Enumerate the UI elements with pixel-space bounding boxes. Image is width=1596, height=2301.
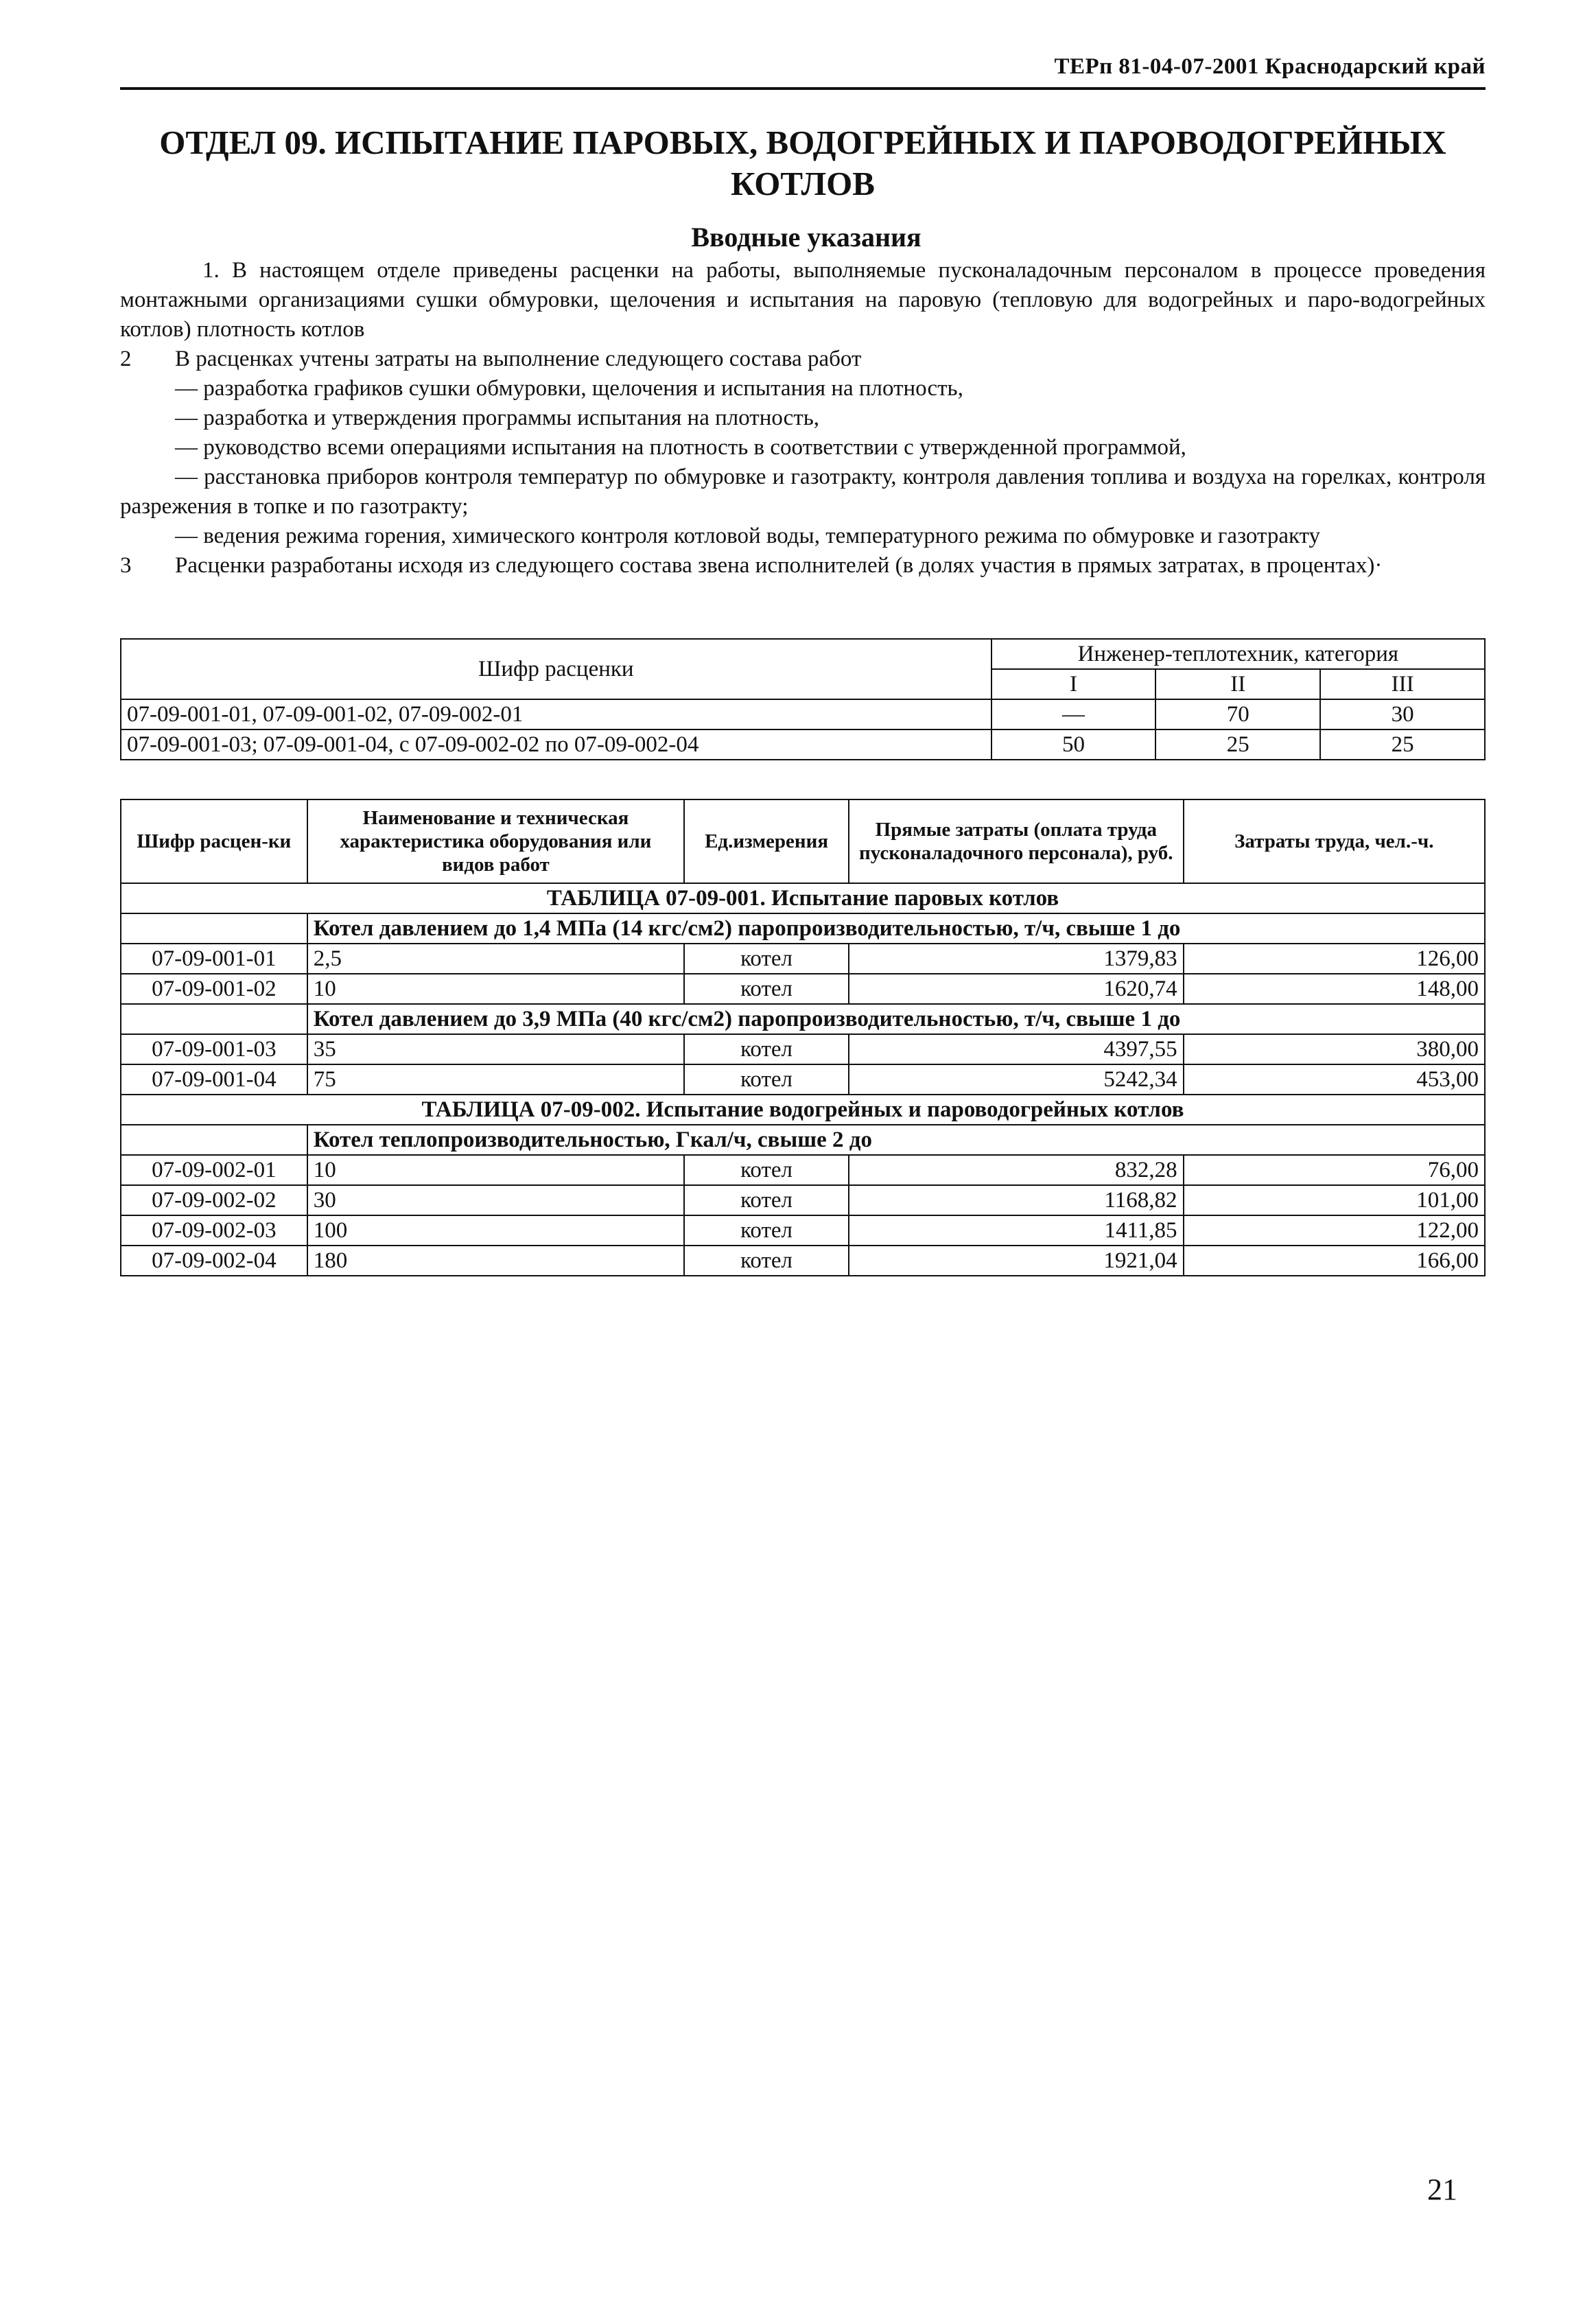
row-code: 07-09-001-02 (121, 974, 307, 1004)
row-unit: котел (684, 974, 849, 1004)
row-unit: котел (684, 1155, 849, 1185)
row-code: 07-09-001-03 (121, 1034, 307, 1064)
table-row (121, 1185, 1485, 1215)
row-cost: 1168,82 (849, 1185, 1184, 1215)
row-unit: котел (684, 1246, 849, 1276)
row-labor: 148,00 (1184, 974, 1485, 1004)
row-code: 07-09-002-02 (121, 1185, 307, 1215)
row-cost: 4397,55 (849, 1034, 1184, 1064)
row-code: 07-09-001-01 (121, 944, 307, 974)
header-rule (120, 87, 1486, 90)
header-labor: Затраты труда, чел.-ч. (1184, 799, 1485, 883)
participation-value: 30 (1320, 699, 1485, 729)
row-code: 07-09-002-04 (121, 1246, 307, 1276)
intro-bullet: — разработка графиков сушки обмуровки, щелочения и испытания на плотность, (175, 376, 963, 401)
row-name: 180 (307, 1246, 684, 1276)
table-row (121, 1034, 1485, 1064)
table-row (121, 944, 1485, 974)
paragraph-number: 1. (202, 258, 220, 283)
row-unit: котел (684, 1215, 849, 1246)
row-labor: 122,00 (1184, 1215, 1485, 1246)
row-cost: 1379,83 (849, 944, 1184, 974)
group-title: Котел теплопроизводительностью, Гкал/ч, свыше 2 до (307, 1125, 1485, 1155)
category-header: I (991, 669, 1156, 699)
participation-row (121, 699, 1485, 729)
table-row (121, 1064, 1485, 1095)
row-name: 30 (307, 1185, 684, 1215)
intro-text (120, 256, 1486, 581)
table-row (121, 1215, 1485, 1246)
row-name: 2,5 (307, 944, 684, 974)
section-title-line2: КОТЛОВ (731, 165, 875, 202)
row-cost: 1620,74 (849, 974, 1184, 1004)
participation-col-group: Инженер-теплотехник, категория (991, 639, 1485, 669)
paragraph-number: 2 (120, 347, 132, 371)
table-row (121, 974, 1485, 1004)
paragraph-text: В настоящем отделе приведены расценки на работы, выполняемые пусконаладочным персоналом в процессе проведения монтажными организациями сушки обмуровки, щелочения и испытания на паровую (тепловую для водогрейных и паро-водогрейных котлов) плотность котлов (120, 258, 1486, 342)
row-labor: 76,00 (1184, 1155, 1485, 1185)
row-code: 07-09-002-03 (121, 1215, 307, 1246)
table-section-title: ТАБЛИЦА 07-09-002. Испытание водогрейных и пароводогрейных котлов (121, 1095, 1485, 1125)
paragraph-text: Расценки разработаны исходя из следующего состава звена исполнителей (в долях участия в прямых затратах, в процентах)· (175, 553, 1383, 578)
group-row (121, 913, 1485, 944)
participation-code: 07-09-001-01, 07-09-001-02, 07-09-002-01 (121, 699, 991, 729)
intro-paragraph-2 (120, 344, 1486, 374)
participation-table (120, 638, 1486, 760)
participation-value: 50 (991, 729, 1156, 760)
row-labor: 166,00 (1184, 1246, 1485, 1276)
paragraph-number: 3 (120, 553, 132, 578)
row-name: 10 (307, 1155, 684, 1185)
row-labor: 380,00 (1184, 1034, 1485, 1064)
group-row (121, 1125, 1485, 1155)
header-name: Наименование и техническая характеристика оборудования или видов работ (307, 799, 684, 883)
row-cost: 1411,85 (849, 1215, 1184, 1246)
row-name: 10 (307, 974, 684, 1004)
header-cost: Прямые затраты (оплата труда пусконаладочного персонала), руб. (849, 799, 1184, 883)
row-cost: 5242,34 (849, 1064, 1184, 1095)
group-title: Котел давлением до 3,9 МПа (40 кгс/см2) паропроизводительностью, т/ч, свыше 1 до (307, 1004, 1485, 1034)
participation-row (121, 729, 1485, 760)
row-unit: котел (684, 944, 849, 974)
intro-bullet: — расстановка приборов контроля температур по обмуровке и газотракту, контроля давления топлива и воздуха на горелках, контроля разрежения в топке и по газотракту; (120, 465, 1486, 519)
row-code: 07-09-002-01 (121, 1155, 307, 1185)
row-code: 07-09-001-04 (121, 1064, 307, 1095)
section-title (120, 122, 1486, 205)
table-row (121, 1155, 1485, 1185)
intro-paragraph-1 (120, 256, 1486, 344)
participation-value: — (991, 699, 1156, 729)
rates-table (120, 799, 1486, 1276)
group-title: Котел давлением до 1,4 МПа (14 кгс/см2) паропроизводительностью, т/ч, свыше 1 до (307, 913, 1485, 944)
intro-paragraph-3 (120, 551, 1486, 581)
participation-value: 70 (1155, 699, 1320, 729)
intro-heading: Вводные указания (691, 222, 922, 253)
running-header: ТЕРп 81-04-07-2001 Краснодарский край (1054, 54, 1486, 79)
row-labor: 126,00 (1184, 944, 1485, 974)
row-unit: котел (684, 1064, 849, 1095)
intro-bullet: — разработка и утверждения программы испытания на плотность, (175, 406, 820, 430)
participation-value: 25 (1320, 729, 1485, 760)
paragraph-text: В расценках учтены затраты на выполнение следующего состава работ (175, 347, 862, 371)
row-name: 75 (307, 1064, 684, 1095)
row-name: 100 (307, 1215, 684, 1246)
participation-value: 25 (1155, 729, 1320, 760)
participation-code: 07-09-001-03; 07-09-001-04, с 07-09-002-02 по 07-09-002-04 (121, 729, 991, 760)
row-cost: 1921,04 (849, 1246, 1184, 1276)
table-row (121, 1246, 1485, 1276)
group-row (121, 1004, 1485, 1034)
category-header: III (1320, 669, 1485, 699)
participation-col-code: Шифр расценки (121, 639, 991, 699)
intro-bullet: — руководство всеми операциями испытания на плотность в соответствии с утвержденной программой, (175, 435, 1186, 460)
row-labor: 453,00 (1184, 1064, 1485, 1095)
row-name: 35 (307, 1034, 684, 1064)
row-labor: 101,00 (1184, 1185, 1485, 1215)
rates-header-row (121, 799, 1485, 883)
row-cost: 832,28 (849, 1155, 1184, 1185)
header-unit: Ед.измерения (684, 799, 849, 883)
intro-bullet: — ведения режима горения, химического контроля котловой воды, температурного режима по обмуровке и газотракту (175, 524, 1321, 548)
row-unit: котел (684, 1185, 849, 1215)
row-unit: котел (684, 1034, 849, 1064)
page-number: 21 (1427, 2173, 1457, 2206)
category-header: II (1155, 669, 1320, 699)
section-title-line1: ОТДЕЛ 09. ИСПЫТАНИЕ ПАРОВЫХ, ВОДОГРЕЙНЫХ И ПАРОВОДОГРЕЙНЫХ (159, 124, 1446, 161)
header-code: Шифр расцен-ки (121, 799, 307, 883)
table-section-title: ТАБЛИЦА 07-09-001. Испытание паровых котлов (121, 883, 1485, 913)
